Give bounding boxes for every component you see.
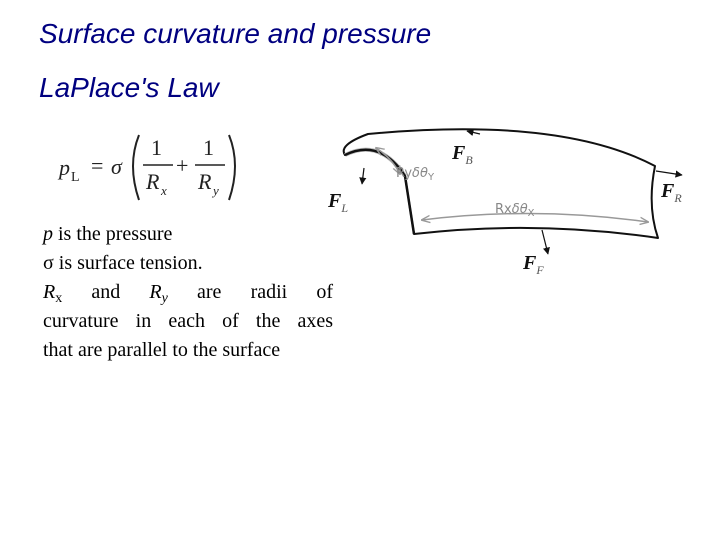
eq-equals: =	[91, 153, 104, 178]
eq-num2: 1	[203, 135, 214, 160]
laplace-equation	[55, 125, 245, 205]
eq-den2: R	[198, 169, 212, 194]
force-f-arrow	[542, 230, 548, 254]
subtitle-rest: Place's Law	[70, 72, 219, 103]
force-l-label: $F_L$	[328, 190, 349, 215]
text-line-1: p is the pressure	[43, 223, 173, 245]
force-f-label: $F_F$	[523, 252, 544, 277]
force-r-arrow	[656, 171, 682, 175]
arc-x-label: Rxδθ$_X$	[495, 202, 535, 219]
eq-right-paren	[229, 135, 235, 200]
surface-curvature-diagram	[320, 120, 700, 290]
force-l-arrow	[362, 168, 364, 184]
eq-den2-sub: y	[213, 183, 219, 198]
description-text	[43, 220, 333, 365]
eq-num1: 1	[151, 135, 162, 160]
eq-den1-sub: x	[161, 183, 167, 198]
eq-sigma: σ	[111, 154, 122, 179]
arc-y-label: Ryδθ$_Y$	[396, 166, 435, 183]
eq-left-paren	[133, 135, 139, 200]
eq-plus: +	[176, 153, 189, 178]
curved-surface	[344, 129, 658, 238]
force-b-label: $F_B$	[452, 142, 473, 167]
slide-title: Surface curvature and pressure	[39, 18, 432, 49]
force-r-label: $F_R$	[661, 180, 682, 205]
text-line-5: that are parallel to the surface	[43, 339, 281, 361]
text-line-3: $R_x$ and $R_y$ are radii of	[43, 281, 334, 306]
eq-lhs-sub: L	[71, 170, 80, 185]
slide-subtitle: LaPlace's Law	[39, 72, 219, 103]
eq-lhs-p: p	[59, 155, 70, 180]
eq-den1: R	[146, 169, 160, 194]
text-line-2: σ is surface tension.	[43, 252, 203, 274]
text-line-4: curvature in each of the axes	[43, 310, 333, 332]
